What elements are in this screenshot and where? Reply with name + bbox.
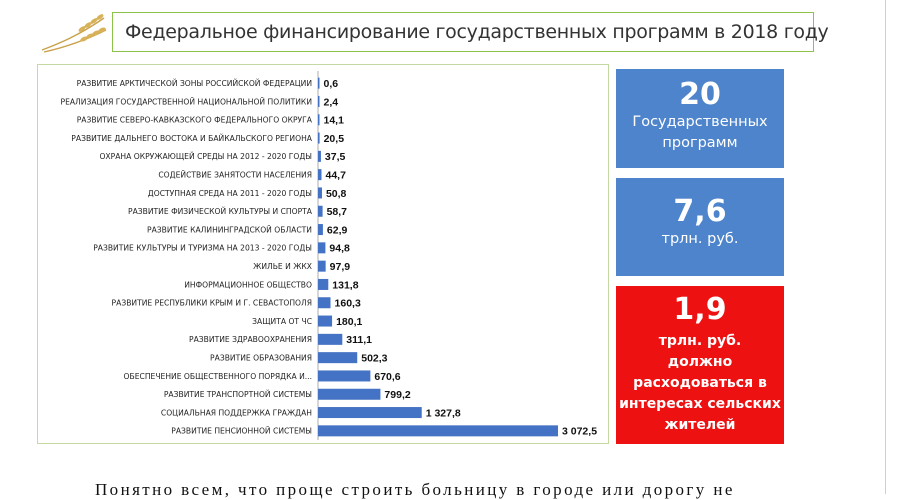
value-label: 97,9 [329, 260, 351, 273]
value-label: 94,8 [329, 242, 350, 255]
category-label: РАЗВИТИЕ АРКТИЧЕСКОЙ ЗОНЫ РОССИЙСКОЙ ФЕДЕРАЦИИ [76, 78, 312, 88]
page-edge-line [885, 0, 886, 494]
bar [318, 151, 321, 162]
stat-card-rural [616, 286, 784, 444]
value-label: 0,6 [323, 77, 339, 90]
value-label: 131,8 [332, 279, 359, 292]
bar [318, 297, 331, 308]
value-label: 37,5 [324, 151, 346, 164]
stat-label-line: трлн. руб. [661, 231, 739, 247]
stat-label-line: расходоваться в [633, 375, 767, 391]
value-label: 20,5 [323, 132, 345, 145]
stat-card-programs [616, 69, 784, 168]
category-label: РЕАЛИЗАЦИЯ ГОСУДАРСТВЕННОЙ НАЦИОНАЛЬНОЙ ПОЛИТИКИ [60, 97, 312, 107]
value-label: 799,2 [384, 389, 411, 402]
body-paragraph: Понятно всем, что проще строить больницу в городе или дорогу не [95, 480, 735, 499]
value-label: 180,1 [336, 315, 363, 328]
category-label: ЖИЛЬЕ И ЖКХ [253, 261, 312, 271]
value-label: 62,9 [326, 224, 348, 237]
bar [318, 224, 323, 235]
bar-chart [38, 65, 610, 445]
stat-label-line: программ [662, 135, 738, 151]
category-label: ЗАЩИТА ОТ ЧС [252, 316, 312, 326]
bar [318, 114, 320, 125]
category-label: РАЗВИТИЕ КУЛЬТУРЫ И ТУРИЗМА НА 2013 - 2020 ГОДЫ [93, 243, 312, 253]
title-box [112, 12, 829, 52]
category-label: РАЗВИТИЕ ДАЛЬНЕГО ВОСТОКА И БАЙКАЛЬСКОГО РЕГИОНА [71, 133, 312, 143]
bar [318, 261, 326, 272]
stat-label-line: Государственных [632, 114, 768, 130]
stat-label-line: жителей [664, 417, 736, 433]
bar [318, 187, 322, 198]
bar [318, 279, 328, 290]
category-label: РАЗВИТИЕ СЕВЕРО-КАВКАЗСКОГО ФЕДЕРАЛЬНОГО ОКРУГА [76, 115, 312, 125]
bar [318, 389, 380, 400]
category-label: РАЗВИТИЕ РЕСПУБЛИКИ КРЫМ И Г. СЕВАСТОПОЛЯ [111, 298, 312, 308]
bar [318, 206, 323, 217]
value-label: 3 072,5 [562, 425, 598, 438]
stat-value: 20 [679, 77, 721, 112]
stat-value: 1,9 [673, 292, 727, 327]
category-label: СОЦИАЛЬНАЯ ПОДДЕРЖКА ГРАЖДАН [160, 408, 312, 418]
value-label: 670,6 [374, 370, 401, 383]
category-label: РАЗВИТИЕ ТРАНСПОРТНОЙ СИСТЕМЫ [163, 390, 312, 400]
category-label: ОХРАНА ОКРУЖАЮЩЕЙ СРЕДЫ НА 2012 - 2020 ГОДЫ [99, 152, 312, 162]
category-label: РАЗВИТИЕ ПЕНСИОННОЙ СИСТЕМЫ [171, 426, 312, 436]
category-label: ОБЕСПЕЧЕНИЕ ОБЩЕСТВЕННОГО ПОРЯДКА И... [123, 371, 312, 381]
bar [318, 334, 342, 345]
stat-label-line: трлн. руб. [658, 333, 742, 349]
bar [318, 370, 370, 381]
category-label: РАЗВИТИЕ ЗДРАВООХРАНЕНИЯ [189, 335, 312, 345]
chart-frame [37, 64, 609, 444]
bar [318, 352, 357, 363]
bar [318, 425, 558, 436]
value-label: 160,3 [334, 297, 361, 310]
stat-label-line: должно [667, 354, 733, 370]
stat-card-total [616, 178, 784, 276]
category-label: РАЗВИТИЕ ФИЗИЧЕСКОЙ КУЛЬТУРЫ И СПОРТА [128, 207, 312, 217]
value-label: 311,1 [346, 334, 373, 347]
category-label: СОДЕЙСТВИЕ ЗАНЯТОСТИ НАСЕЛЕНИЯ [158, 170, 312, 180]
stat-value: 7,6 [673, 194, 727, 229]
bar [318, 316, 332, 327]
value-label: 14,1 [323, 114, 344, 127]
category-label: ДОСТУПНАЯ СРЕДА НА 2011 - 2020 ГОДЫ [147, 188, 312, 198]
bar [318, 169, 321, 180]
bar [318, 407, 422, 418]
value-label: 2,4 [323, 96, 339, 109]
category-label: РАЗВИТИЕ ОБРАЗОВАНИЯ [210, 353, 312, 363]
category-label: РАЗВИТИЕ КАЛИНИНГРАДСКОЙ ОБЛАСТИ [147, 225, 312, 235]
bar [318, 133, 320, 144]
wheat-logo-icon [38, 10, 108, 54]
value-label: 44,7 [325, 169, 346, 182]
stat-label-line: интересах сельских [619, 396, 781, 412]
bar [318, 96, 320, 107]
value-label: 502,3 [361, 352, 388, 365]
category-label: ИНФОРМАЦИОННОЕ ОБЩЕСТВО [184, 280, 312, 290]
page-title: Федеральное финансирование государственных программ в 2018 году [125, 21, 829, 43]
bar [318, 242, 325, 253]
value-label: 1 327,8 [425, 407, 461, 420]
value-label: 50,8 [325, 187, 347, 200]
bar [318, 78, 320, 89]
value-label: 58,7 [326, 206, 348, 219]
